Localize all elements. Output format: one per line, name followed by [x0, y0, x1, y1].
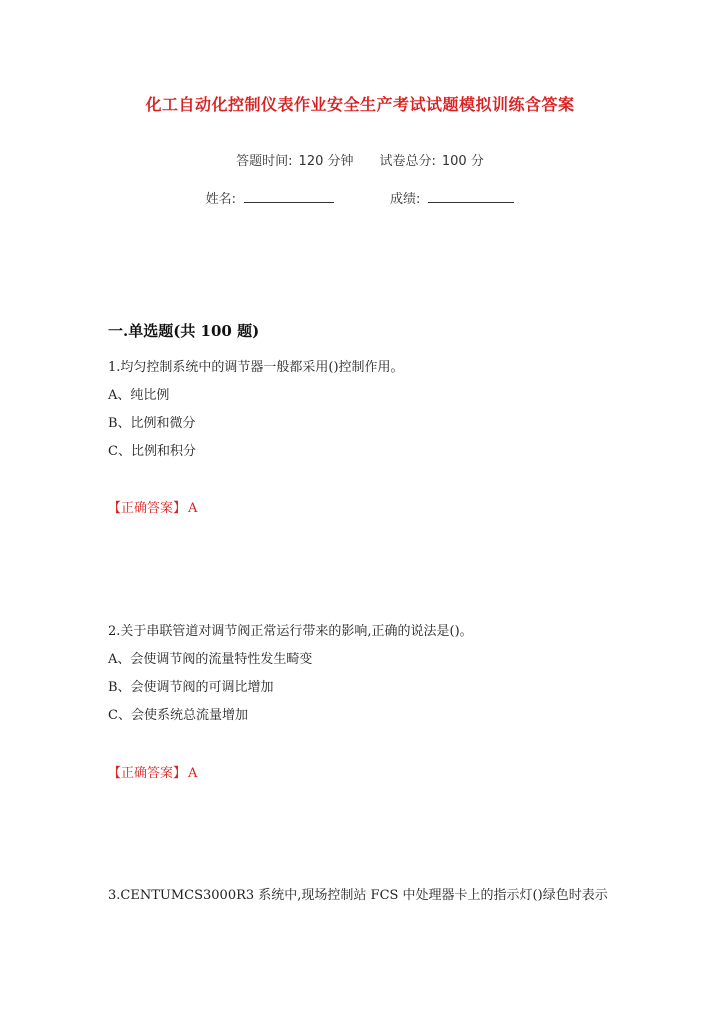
time-label: 答题时间:	[236, 154, 293, 169]
question-2-option-b: B、会使调节阀的可调比增加	[108, 680, 274, 695]
answer-letter: A	[188, 501, 198, 516]
question-2-option-a: A、会使调节阀的流量特性发生畸变	[108, 652, 313, 667]
question-1-option-b: B、比例和微分	[108, 416, 196, 431]
question-3-text: 3.CENTUMCS3000R3 系统中,现场控制站 FCS 中处理器卡上的指示灯()绿色时表示	[108, 888, 608, 903]
question-1-text: 1.均匀控制系统中的调节器一般都采用()控制作用。	[108, 360, 404, 375]
grade-field-line[interactable]	[428, 192, 514, 203]
section-title: 一.单选题(共 100 题)	[108, 322, 260, 340]
question-1-option-a: A、纯比例	[108, 388, 170, 403]
score-label: 试卷总分:	[379, 154, 436, 169]
name-label: 姓名:	[205, 192, 236, 207]
answer-label: 【正确答案】	[108, 766, 187, 781]
name-field-line[interactable]	[244, 192, 334, 203]
score-value: 100 分	[441, 154, 484, 169]
question-1-answer	[108, 497, 197, 516]
student-info-row	[0, 188, 720, 207]
answer-letter: A	[188, 766, 198, 781]
exam-info-row	[0, 150, 720, 169]
grade-label: 成绩:	[390, 192, 421, 207]
answer-label: 【正确答案】	[108, 501, 187, 516]
question-2-text: 2.关于串联管道对调节阀正常运行带来的影响,正确的说法是()。	[108, 624, 473, 639]
question-1-option-c: C、比例和积分	[108, 444, 196, 459]
time-value: 120 分钟	[298, 154, 354, 169]
question-2-answer	[108, 762, 197, 781]
page-title: 化工自动化控制仪表作业安全生产考试试题模拟训练含答案	[145, 95, 575, 114]
question-2-option-c: C、会使系统总流量增加	[108, 708, 248, 723]
